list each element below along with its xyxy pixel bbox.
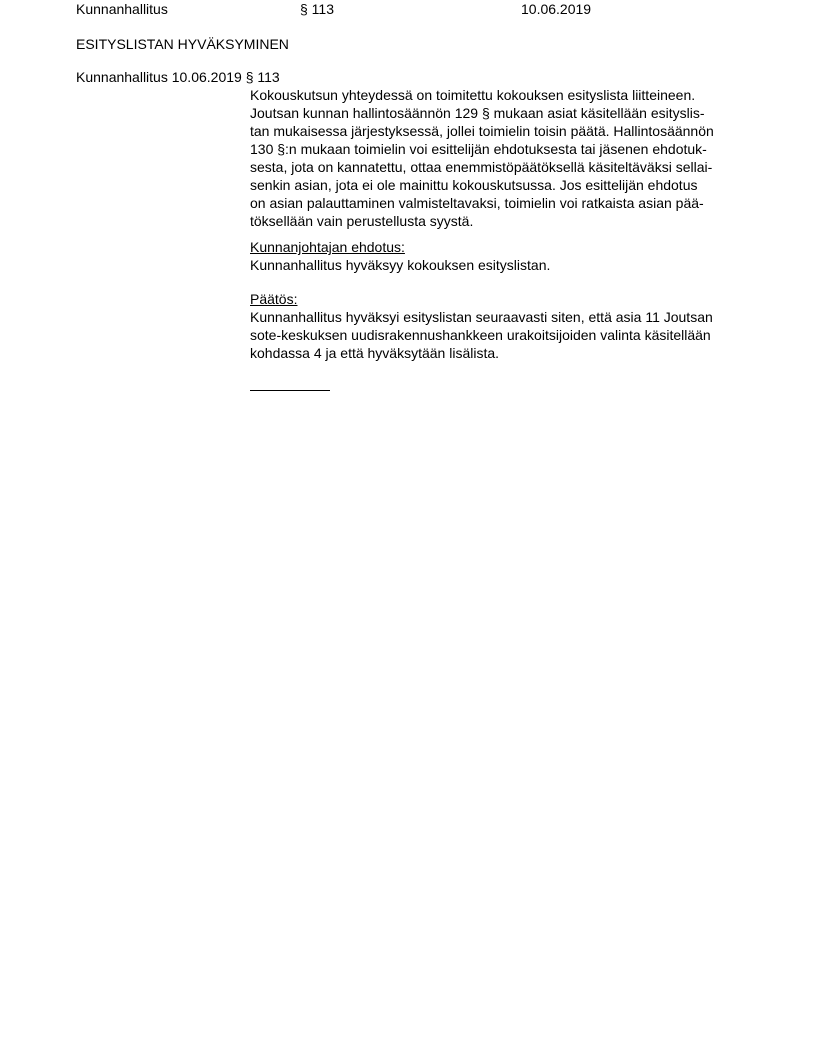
document-title: ESITYSLISTAN HYVÄKSYMINEN [76, 36, 289, 52]
meeting-reference: Kunnanhallitus 10.06.2019 § 113 [76, 69, 280, 85]
decision-section [250, 290, 750, 362]
intro-line: on asian palauttaminen valmisteltavaksi, toimielin voi ratkaista asian pää- [250, 195, 704, 211]
intro-line: tan mukaisessa järjestyksessä, jollei toimielin toisin päätä. Hallintosäännön [250, 123, 714, 139]
header-section-number: § 113 [300, 1, 334, 17]
intro-paragraph [250, 86, 750, 230]
proposal-section [250, 238, 750, 274]
proposal-text: Kunnanhallitus hyväksyy kokouksen esityslistan. [250, 257, 551, 273]
decision-line: kohdassa 4 ja että hyväksytään lisälista. [250, 345, 500, 361]
end-divider [250, 390, 330, 391]
header-body-name: Kunnanhallitus [76, 1, 168, 17]
header-date: 10.06.2019 [521, 1, 592, 17]
decision-line: sote-keskuksen uudisrakennushankkeen urakoitsijoiden valinta käsitellään [250, 327, 711, 343]
intro-line: töksellään vain perustellusta syystä. [250, 213, 474, 229]
proposal-heading: Kunnanjohtajan ehdotus: [250, 239, 405, 255]
decision-line: Kunnanhallitus hyväksyi esityslistan seuraavasti siten, että asia 11 Joutsan [250, 309, 713, 325]
intro-line: sesta, jota on kannatettu, ottaa enemmistöpäätöksellä käsiteltäväksi sellai- [250, 159, 713, 175]
intro-line: Kokouskutsun yhteydessä on toimitettu kokouksen esityslista liitteineen. [250, 87, 696, 103]
decision-heading: Päätös: [250, 291, 298, 307]
intro-line: 130 §:n mukaan toimielin voi esittelijän ehdotuksesta tai jäsenen ehdotuk- [250, 141, 707, 157]
intro-line: Joutsan kunnan hallintosäännön 129 § mukaan asiat käsitellään esityslis- [250, 105, 705, 121]
intro-line: senkin asian, jota ei ole mainittu kokouskutsussa. Jos esittelijän ehdotus [250, 177, 698, 193]
